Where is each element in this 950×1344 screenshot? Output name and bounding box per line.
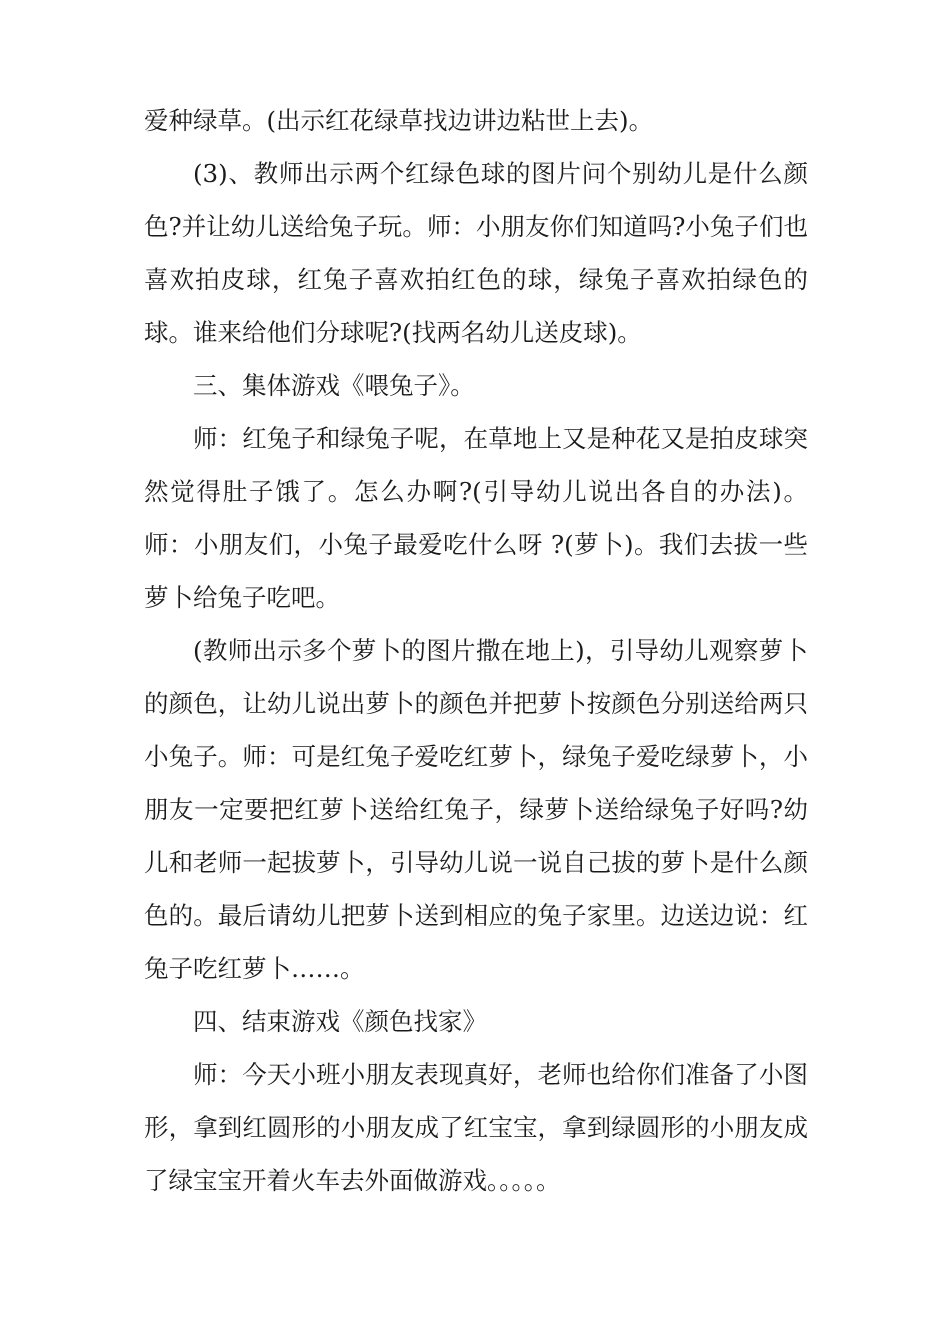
paragraph-intro-continuation: 爱种绿草。(出示红花绿草找边讲边粘世上去)。 bbox=[144, 106, 654, 135]
section-heading-feed-rabbits: 三、集体游戏《喂兔子》。 bbox=[193, 371, 475, 400]
document-body bbox=[144, 94, 808, 1207]
section-heading-color-home: 四、结束游戏《颜色找家》 bbox=[193, 1007, 487, 1036]
paragraph-closing-game: 师：今天小班小朋友表现真好，老师也给你们准备了小图形，拿到红圆形的小朋友成了红宝宝，拿到绿圆形的小朋友成了绿宝宝开着火车去外面做游戏。。。。。 bbox=[144, 1060, 808, 1195]
paragraph-ball-activity: (3)、教师出示两个红绿色球的图片问个别幼儿是什么颜色?并让幼儿送给兔子玩。师：小朋友你们知道吗?小兔子们也喜欢拍皮球，红兔子喜欢拍红色的球，绿兔子喜欢拍绿色的球。谁来给他们分球呢?(找两名幼儿送皮球)。 bbox=[144, 159, 808, 347]
paragraph-hungry-rabbits: 师：红兔子和绿兔子呢，在草地上又是种花又是拍皮球突然觉得肚子饿了。怎么办啊?(引导幼儿说出各自的办法)。师：小朋友们，小兔子最爱吃什么呀 ?(萝卜)。我们去拔一些萝卜给兔子吃吧。 bbox=[144, 424, 808, 612]
paragraph-carrot-activity: (教师出示多个萝卜的图片撒在地上)，引导幼儿观察萝卜的颜色，让幼儿说出萝卜的颜色并把萝卜按颜色分别送给两只小兔子。师：可是红兔子爱吃红萝卜，绿兔子爱吃绿萝卜，小朋友一定要把红萝卜送给红兔子，绿萝卜送给绿兔子好吗?幼儿和老师一起拔萝卜，引导幼儿说一说自己拔的萝卜是什么颜色的。最后请幼儿把萝卜送到相应的兔子家里。边送边说：红兔子吃红萝卜……。 bbox=[144, 636, 808, 983]
